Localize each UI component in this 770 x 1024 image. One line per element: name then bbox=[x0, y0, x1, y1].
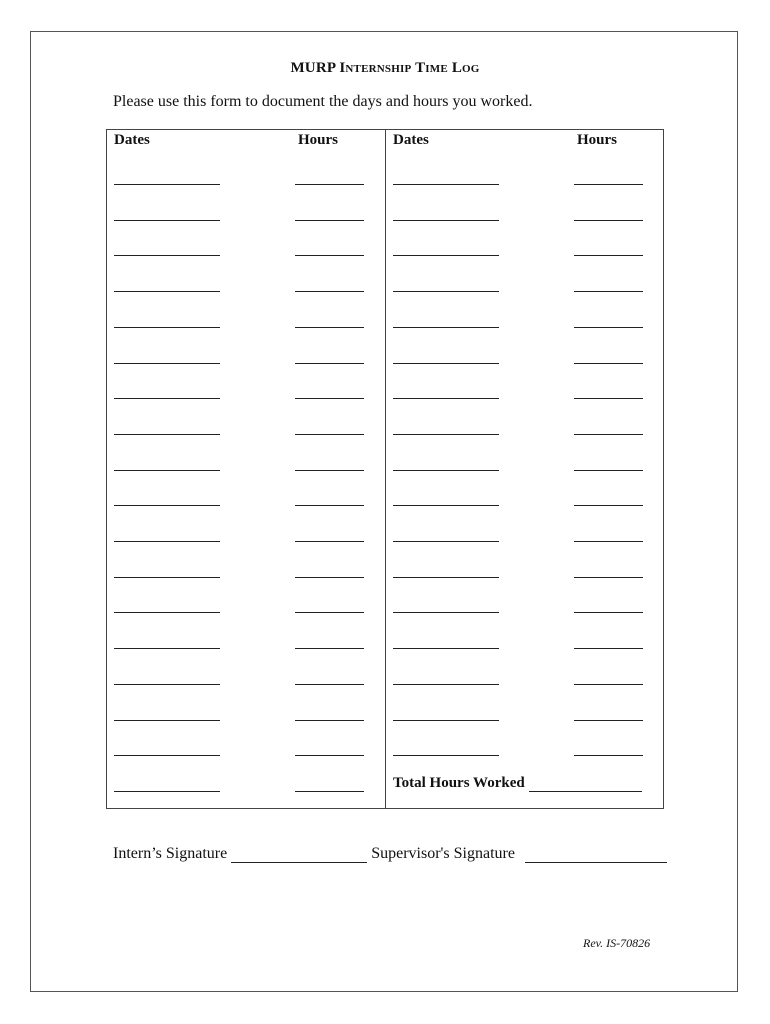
left-date-field[interactable] bbox=[114, 561, 220, 578]
right-hours-field[interactable] bbox=[574, 168, 643, 185]
total-hours-worked bbox=[393, 775, 642, 792]
right-hours-field[interactable] bbox=[574, 525, 643, 542]
left-hours-field[interactable] bbox=[295, 239, 364, 256]
supervisor-signature-label: Supervisor's Signature bbox=[371, 845, 515, 862]
title-smallcaps: Internship Time Log bbox=[339, 60, 480, 76]
time-log-table bbox=[106, 129, 664, 809]
right-hours-field[interactable] bbox=[574, 454, 643, 471]
right-date-field[interactable] bbox=[393, 168, 499, 185]
left-hours-field[interactable] bbox=[295, 347, 364, 364]
right-hours-field[interactable] bbox=[574, 739, 643, 756]
right-date-field[interactable] bbox=[393, 668, 499, 685]
right-hours-field[interactable] bbox=[574, 418, 643, 435]
left-date-field[interactable] bbox=[114, 311, 220, 328]
right-hours-field[interactable] bbox=[574, 489, 643, 506]
intern-signature-label: Intern’s Signature bbox=[113, 845, 228, 862]
left-hours-field[interactable] bbox=[295, 668, 364, 685]
left-date-field[interactable] bbox=[114, 347, 220, 364]
form-title bbox=[0, 60, 770, 77]
right-date-field[interactable] bbox=[393, 347, 499, 364]
supervisor-signature-field[interactable] bbox=[525, 848, 667, 863]
right-date-field[interactable] bbox=[393, 489, 499, 506]
left-hours-field[interactable] bbox=[295, 525, 364, 542]
right-hours-field[interactable] bbox=[574, 632, 643, 649]
right-hours-field[interactable] bbox=[574, 704, 643, 721]
left-hours-field[interactable] bbox=[295, 204, 364, 221]
left-hours-field[interactable] bbox=[295, 775, 364, 792]
left-date-field[interactable] bbox=[114, 418, 220, 435]
left-hours-field[interactable] bbox=[295, 418, 364, 435]
left-date-field[interactable] bbox=[114, 596, 220, 613]
instruction-text: Please use this form to document the days and hours you worked. bbox=[113, 93, 533, 110]
right-date-field[interactable] bbox=[393, 525, 499, 542]
right-date-field[interactable] bbox=[393, 739, 499, 756]
left-hours-field[interactable] bbox=[295, 454, 364, 471]
right-hours-field[interactable] bbox=[574, 347, 643, 364]
left-hours-field[interactable] bbox=[295, 382, 364, 399]
left-hours-field[interactable] bbox=[295, 632, 364, 649]
left-hours-field[interactable] bbox=[295, 489, 364, 506]
right-hours-header: Hours bbox=[577, 132, 618, 148]
right-date-field[interactable] bbox=[393, 561, 499, 578]
right-date-field[interactable] bbox=[393, 454, 499, 471]
left-date-field[interactable] bbox=[114, 454, 220, 471]
intern-signature-field[interactable] bbox=[231, 848, 367, 863]
right-date-field[interactable] bbox=[393, 704, 499, 721]
left-hours-header: Hours bbox=[298, 132, 339, 148]
left-date-field[interactable] bbox=[114, 775, 220, 792]
right-hours-field[interactable] bbox=[574, 668, 643, 685]
revision-code: Rev. IS-70826 bbox=[583, 936, 651, 950]
right-hours-field[interactable] bbox=[574, 382, 643, 399]
left-date-field[interactable] bbox=[114, 204, 220, 221]
right-date-field[interactable] bbox=[393, 239, 499, 256]
right-date-field[interactable] bbox=[393, 596, 499, 613]
signature-section bbox=[113, 845, 667, 863]
right-date-field[interactable] bbox=[393, 204, 499, 221]
left-hours-field[interactable] bbox=[295, 561, 364, 578]
left-hours-field[interactable] bbox=[295, 704, 364, 721]
right-date-field[interactable] bbox=[393, 418, 499, 435]
left-date-field[interactable] bbox=[114, 489, 220, 506]
left-hours-field[interactable] bbox=[295, 311, 364, 328]
right-date-field[interactable] bbox=[393, 632, 499, 649]
left-hours-field[interactable] bbox=[295, 739, 364, 756]
left-date-field[interactable] bbox=[114, 275, 220, 292]
right-date-field[interactable] bbox=[393, 275, 499, 292]
right-hours-field[interactable] bbox=[574, 596, 643, 613]
right-date-field[interactable] bbox=[393, 311, 499, 328]
right-hours-field[interactable] bbox=[574, 561, 643, 578]
left-date-field[interactable] bbox=[114, 168, 220, 185]
left-date-field[interactable] bbox=[114, 739, 220, 756]
right-hours-field[interactable] bbox=[574, 239, 643, 256]
right-date-field[interactable] bbox=[393, 382, 499, 399]
left-hours-field[interactable] bbox=[295, 596, 364, 613]
column-divider bbox=[385, 130, 386, 808]
right-hours-field[interactable] bbox=[574, 204, 643, 221]
left-date-field[interactable] bbox=[114, 525, 220, 542]
left-hours-field[interactable] bbox=[295, 168, 364, 185]
left-dates-header: Dates bbox=[114, 132, 150, 148]
right-hours-field[interactable] bbox=[574, 275, 643, 292]
right-hours-field[interactable] bbox=[574, 311, 643, 328]
left-date-field[interactable] bbox=[114, 239, 220, 256]
left-hours-field[interactable] bbox=[295, 275, 364, 292]
left-date-field[interactable] bbox=[114, 668, 220, 685]
left-date-field[interactable] bbox=[114, 704, 220, 721]
left-date-field[interactable] bbox=[114, 382, 220, 399]
left-date-field[interactable] bbox=[114, 632, 220, 649]
total-hours-label: Total Hours Worked bbox=[393, 775, 525, 791]
total-hours-field[interactable] bbox=[529, 777, 642, 792]
right-dates-header: Dates bbox=[393, 132, 429, 148]
title-main: MURP bbox=[290, 60, 340, 76]
